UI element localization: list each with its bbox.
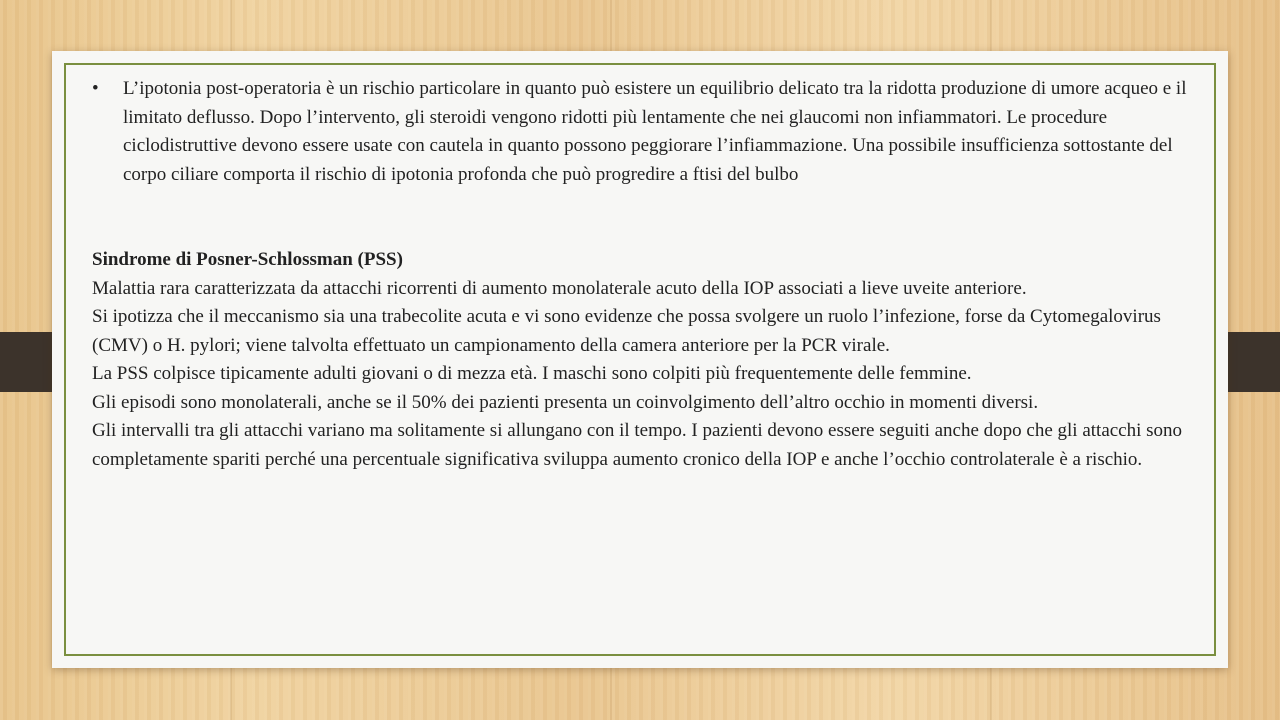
paragraph: Gli episodi sono monolaterali, anche se il 50% dei pazienti presenta un coinvolgimento dell’altro occhio in momenti diversi. bbox=[92, 391, 1039, 413]
paragraph: La PSS colpisce tipicamente adulti giovani o di mezza età. I maschi sono colpiti più frequentemente delle femmine. bbox=[92, 363, 972, 384]
section-title: Sindrome di Posner-Schlossman (PSS) bbox=[92, 249, 403, 270]
bullet-item bbox=[92, 75, 1192, 189]
paragraph: Malattia rara caratterizzata da attacchi ricorrenti di aumento monolaterale acuto della IOP associati a lieve uveite anteriore. bbox=[92, 277, 1027, 299]
paragraph: Si ipotizza che il meccanismo sia una trabecolite acuta e vi sono evidenze che possa svolgere un ruolo l’infezione, forse da Cytomegalovirus (CMV) o H. pylori; viene talvolta effettuato un campionamento della camera anteriore per la PCR virale. bbox=[92, 306, 1161, 356]
slide-paper bbox=[52, 51, 1228, 668]
slide-content bbox=[92, 75, 1192, 474]
left-side-band bbox=[0, 332, 54, 392]
bullet-icon: • bbox=[92, 78, 99, 99]
paragraph: Gli intervalli tra gli attacchi variano ma solitamente si allungano con il tempo. I pazienti devono essere seguiti anche dopo che gli attacchi sono completamente spariti perché una percentuale significativa sviluppa aumento cronico della IOP e anche l’occhio controlaterale è a rischio. bbox=[92, 420, 1183, 470]
right-side-band bbox=[1226, 332, 1280, 392]
bullet-text: L’ipotonia post-operatoria è un rischio particolare in quanto può esistere un equilibrio delicato tra la ridotta produzione di umore acqueo e il limitato deflusso. Dopo l’intervento, gli steroidi vengono ridotti più lentamente che nei glaucomi non infiammatori. Le procedure ciclodistruttive devono essere usate con cautela in quanto possono peggiorare l’infiammazione. Una possibile insufficienza sottostante del corpo ciliare comporta il rischio di ipotonia profonda che può progredire a ftisi del bulbo bbox=[123, 78, 1187, 185]
spacer bbox=[92, 189, 1192, 246]
